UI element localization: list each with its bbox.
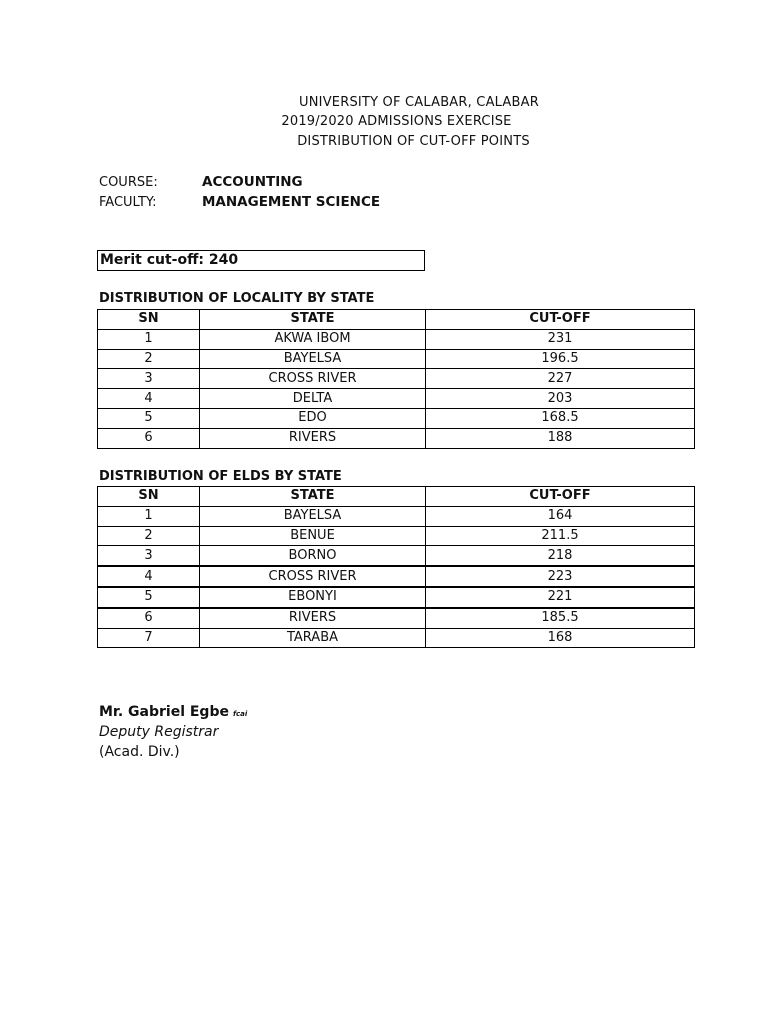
cell-state: RIVERS <box>200 428 426 448</box>
cell-cutoff: 211.5 <box>426 526 695 546</box>
faculty-label: FACULTY: <box>99 195 157 210</box>
cell-sn: 2 <box>98 349 200 369</box>
table-row <box>98 587 695 608</box>
cell-sn: 5 <box>98 408 200 428</box>
cell-sn: 7 <box>98 628 200 648</box>
cell-cutoff: 203 <box>426 389 695 409</box>
table-row <box>98 608 695 628</box>
cell-state: BORNO <box>200 546 426 566</box>
cell-cutoff: 164 <box>426 506 695 526</box>
cell-state: CROSS RIVER <box>200 369 426 389</box>
cell-state: BAYELSA <box>200 506 426 526</box>
column-header-cutoff: CUT-OFF <box>426 310 695 330</box>
cell-cutoff: 188 <box>426 428 695 448</box>
cell-cutoff: 221 <box>426 587 695 608</box>
cell-cutoff: 227 <box>426 369 695 389</box>
column-header-state: STATE <box>200 487 426 507</box>
faculty-value: MANAGEMENT SCIENCE <box>202 194 381 210</box>
cell-state: DELTA <box>200 389 426 409</box>
cell-sn: 4 <box>98 566 200 587</box>
table-row <box>98 566 695 587</box>
table-row <box>98 349 695 369</box>
table-row <box>98 408 695 428</box>
column-header-sn: SN <box>98 310 200 330</box>
elds-section-title: DISTRIBUTION OF ELDS BY STATE <box>99 469 342 484</box>
cell-state: EDO <box>200 408 426 428</box>
header-university: UNIVERSITY OF CALABAR, CALABAR <box>299 95 539 110</box>
cell-sn: 4 <box>98 389 200 409</box>
cell-sn: 3 <box>98 546 200 566</box>
table-row <box>98 506 695 526</box>
signatory-name: Mr. Gabriel Egbe <box>99 704 229 720</box>
cell-sn: 1 <box>98 506 200 526</box>
cell-cutoff: 168.5 <box>426 408 695 428</box>
table-row <box>98 389 695 409</box>
table-header-row <box>98 487 695 507</box>
elds-table <box>97 486 695 648</box>
cell-cutoff: 223 <box>426 566 695 587</box>
cell-sn: 1 <box>98 329 200 349</box>
cell-state: RIVERS <box>200 608 426 628</box>
cell-cutoff: 168 <box>426 628 695 648</box>
cell-cutoff: 185.5 <box>426 608 695 628</box>
table-row <box>98 329 695 349</box>
column-header-sn: SN <box>98 487 200 507</box>
signatory-suffix: fcai <box>232 710 248 718</box>
cell-state: AKWA IBOM <box>200 329 426 349</box>
cell-cutoff: 218 <box>426 546 695 566</box>
header-admissions: 2019/2020 ADMISSIONS EXERCISE <box>281 114 512 129</box>
table-row <box>98 628 695 648</box>
table-row <box>98 369 695 389</box>
locality-table <box>97 309 695 449</box>
locality-section-title: DISTRIBUTION OF LOCALITY BY STATE <box>99 291 375 306</box>
signatory-name-line <box>99 704 247 720</box>
cell-state: BAYELSA <box>200 349 426 369</box>
course-label: COURSE: <box>99 175 158 190</box>
signatory-division: (Acad. Div.) <box>99 744 180 760</box>
course-value: ACCOUNTING <box>202 174 303 190</box>
cell-cutoff: 196.5 <box>426 349 695 369</box>
table-row <box>98 546 695 566</box>
column-header-state: STATE <box>200 310 426 330</box>
cell-state: TARABA <box>200 628 426 648</box>
column-header-cutoff: CUT-OFF <box>426 487 695 507</box>
cell-sn: 6 <box>98 428 200 448</box>
signatory-role: Deputy Registrar <box>99 724 219 740</box>
cell-sn: 6 <box>98 608 200 628</box>
table-row <box>98 526 695 546</box>
table-row <box>98 428 695 448</box>
table-header-row <box>98 310 695 330</box>
cell-state: EBONYI <box>200 587 426 608</box>
header-distribution: DISTRIBUTION OF CUT-OFF POINTS <box>297 134 530 149</box>
merit-cutoff-box: Merit cut-off: 240 <box>97 250 425 271</box>
cell-sn: 5 <box>98 587 200 608</box>
cell-sn: 3 <box>98 369 200 389</box>
cell-cutoff: 231 <box>426 329 695 349</box>
cell-state: BENUE <box>200 526 426 546</box>
cell-state: CROSS RIVER <box>200 566 426 587</box>
cell-sn: 2 <box>98 526 200 546</box>
